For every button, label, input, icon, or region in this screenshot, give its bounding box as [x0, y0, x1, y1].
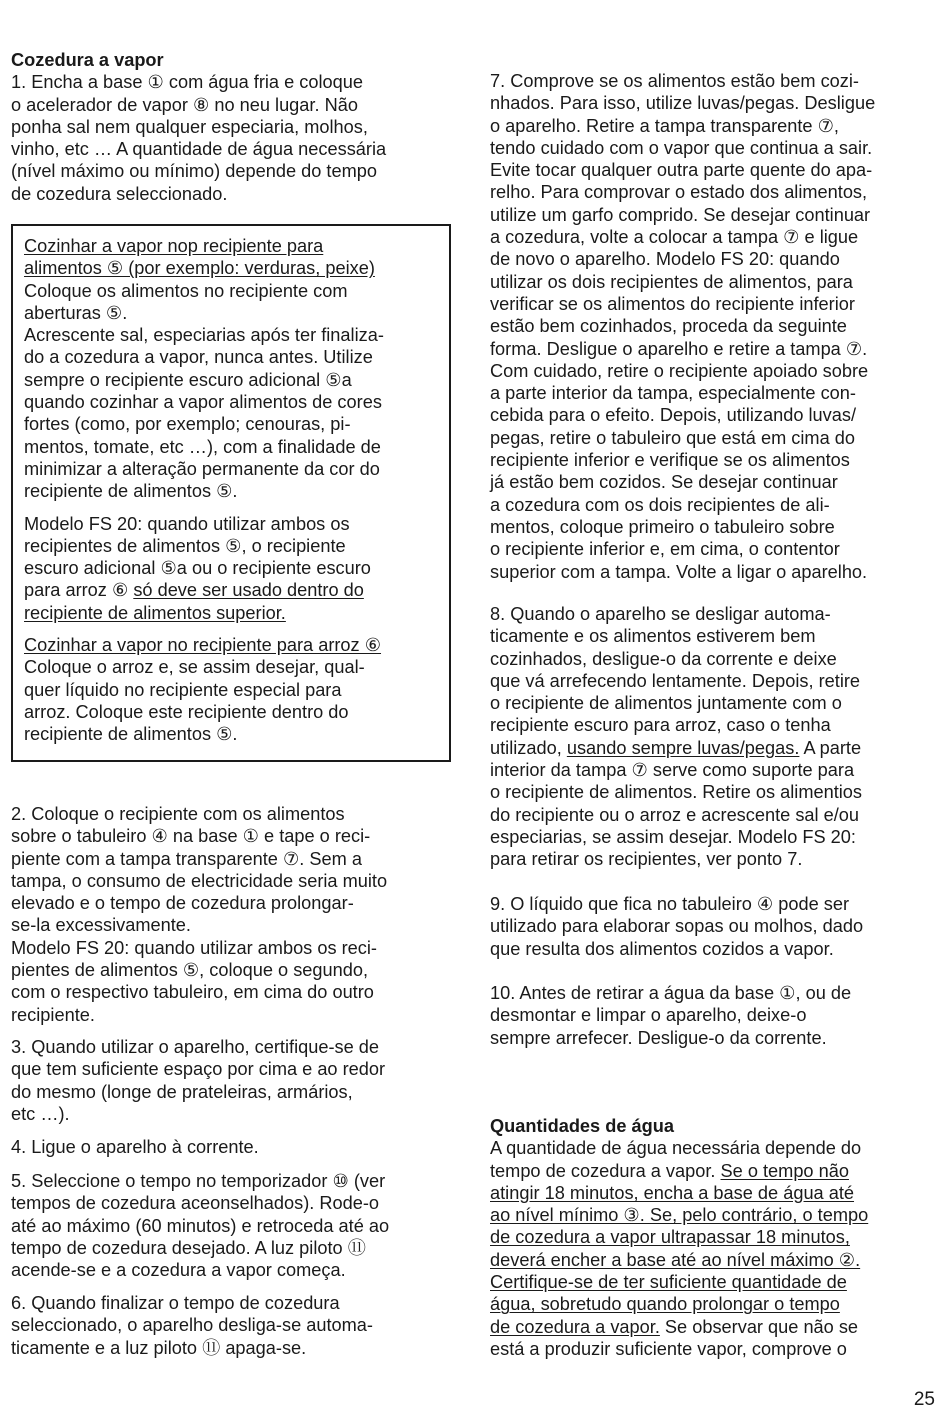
text-line: piente com a tampa transparente ⑦. Sem a — [11, 848, 362, 869]
text-line: 8. Quando o aparelho se desligar automa- — [490, 604, 831, 624]
section-steaming — [11, 49, 456, 205]
text-line: fortes (como, por exemplo; cenouras, pi- — [24, 414, 351, 435]
text-line: que vá arrefecendo lentamente. Depois, retire — [490, 670, 861, 691]
step-2 — [11, 803, 456, 1026]
text-line — [490, 1316, 938, 1338]
text-line: superior com a tampa. Volte a ligar o aparelho. — [490, 561, 868, 582]
text-line: interior da tampa ⑦ serve como suporte para — [490, 760, 855, 781]
text-line: tendo cuidado com o vapor que continua a sair. — [490, 137, 873, 158]
underlined-warning: só deve ser usado dentro do — [133, 580, 364, 601]
text-line: seleccionado, o aparelho desliga-se automa- — [11, 1315, 373, 1336]
text-line: já estão bem cozidos. Se desejar continuar — [490, 472, 838, 493]
underlined-warning: deverá encher a base até ao nível máximo ②. — [490, 1249, 861, 1270]
text-line: Com cuidado, retire o recipiente apoiado sobre — [490, 360, 869, 381]
section-heading: Cozedura a vapor — [11, 50, 164, 70]
text-line: Modelo FS 20: quando utilizar ambos os — [24, 513, 350, 534]
text-line: acende-se e a cozedura a vapor começa. — [11, 1260, 346, 1281]
underlined-warning: de cozedura a vapor. — [490, 1316, 660, 1337]
text-line: forma. Desligue o aparelho e retire a tampa ⑦. — [490, 338, 868, 359]
underlined-warning: usando sempre luvas/pegas. — [566, 737, 800, 758]
text-line: minimizar a alteração permanente da cor do — [24, 458, 380, 479]
text-line: 1. Encha a base ① com água fria e coloque — [11, 72, 363, 93]
text-line: Coloque os alimentos no recipiente com — [24, 280, 348, 301]
text-line: do mesmo (longe de prateleiras, armários, — [11, 1081, 353, 1102]
text-line: utilize um garfo comprido. Se desejar continuar — [490, 204, 871, 225]
text-line: recipiente. — [11, 1004, 95, 1025]
text-line: recipiente escuro para arroz, caso o tenha — [490, 715, 831, 736]
text-line: 10. Antes de retirar a água da base ①, ou de — [490, 983, 852, 1003]
text-line: se-la excessivamente. — [11, 915, 191, 936]
text-line: estão bem cozinhados, proceda da seguinte — [490, 316, 847, 337]
text-fragment: Se observar que não se — [659, 1316, 859, 1337]
text-line: Evite tocar qualquer outra parte quente do apa- — [490, 160, 873, 181]
text-line: etc …). — [11, 1103, 70, 1124]
text-fragment: A parte — [799, 737, 862, 758]
section-heading: Quantidades de água — [490, 1116, 674, 1136]
text-line: utilizado para elaborar sopas ou molhos, dado — [490, 916, 864, 937]
text-line — [490, 1160, 938, 1182]
text-line: pegas, retire o tabuleiro que está em cima do — [490, 427, 855, 448]
text-line: especiarias, se assim desejar. Modelo FS 20: — [490, 826, 856, 847]
text-line: recipiente de alimentos ⑤. — [24, 481, 238, 502]
text-line: tampa, o consumo de electricidade seria muito — [11, 870, 388, 891]
text-line: o recipiente de alimentos juntamente com o — [490, 693, 842, 714]
page-number: 25 — [913, 1389, 935, 1410]
text-line: Modelo FS 20: quando utilizar ambos os reci- — [11, 937, 377, 958]
text-line — [24, 579, 439, 601]
text-line: o recipiente de alimentos. Retire os alimentios — [490, 782, 863, 803]
text-line: utilizar os dois recipientes de alimentos, para — [490, 271, 853, 292]
underlined-warning: água, sobretudo quando prolongar o tempo — [490, 1294, 840, 1315]
text-line: nhados. Para isso, utilize luvas/pegas. Desligue — [490, 93, 876, 114]
text-line: recipientes de alimentos ⑤, o recipiente — [24, 535, 346, 556]
text-line: sempre arrefecer. Desligue-o da corrente. — [490, 1027, 827, 1048]
text-line: mentos, tomate, etc …), com a finalidade de — [24, 436, 381, 457]
text-line: Acrescente sal, especiarias após ter finaliza- — [24, 325, 384, 346]
step-8 — [490, 603, 938, 871]
text-line: quando cozinhar a vapor alimentos de cores — [24, 392, 382, 413]
text-line: 5. Seleccione o tempo no temporizador ⑩ (ver — [11, 1171, 386, 1191]
text-line: a cozedura, volte a colocar a tampa ⑦ e ligue — [490, 227, 859, 248]
text-line: ticamente e a luz piloto ⑪ apaga-se. — [11, 1337, 307, 1358]
underlined-warning: Se o tempo não — [720, 1160, 849, 1181]
step-10 — [490, 982, 938, 1049]
text-line: 7. Comprove se os alimentos estão bem cozi- — [490, 71, 859, 91]
text-line: 2. Coloque o recipiente com os alimentos — [11, 804, 345, 824]
text-line: o acelerador de vapor ⑧ no neu lugar. Não — [11, 94, 358, 115]
text-line: quer líquido no recipiente especial para — [24, 679, 342, 700]
text-line: do a cozedura a vapor, nunca antes. Utilize — [24, 347, 373, 368]
text-line: que tem suficiente espaço por cima e ao redor — [11, 1059, 386, 1080]
box-subheading: Cozinhar a vapor nop recipiente para — [24, 236, 324, 256]
text-line: recipiente de alimentos ⑤. — [24, 724, 238, 745]
underlined-warning: Certifique-se de ter suficiente quantidade de — [490, 1272, 847, 1293]
text-line: elevado e o tempo de cozedura prolongar- — [11, 893, 354, 914]
text-line: cozinhados, desligue-o da corrente e deixe — [490, 648, 837, 669]
text-line: o recipiente inferior e, em cima, o contentor — [490, 539, 840, 560]
text-line: de cozedura seleccionado. — [11, 183, 228, 204]
text-line: 9. O líquido que fica no tabuleiro ④ pode ser — [490, 894, 850, 914]
step-5 — [11, 1170, 456, 1281]
text-line: 4. Ligue o aparelho à corrente. — [11, 1137, 259, 1157]
text-line: ticamente e os alimentos estiverem bem — [490, 626, 816, 647]
text-line — [490, 737, 938, 759]
text-line: cebida para o efeito. Depois, utilizando luvas/ — [490, 405, 856, 426]
text-line: mentos, coloque primeiro o tabuleiro sobre — [490, 516, 835, 537]
underlined-warning: atingir 18 minutos, encha a base de água até — [490, 1182, 855, 1203]
box-subheading: Cozinhar a vapor no recipiente para arroz ⑥ — [24, 635, 382, 656]
text-line: do recipiente ou o arroz e acrescente sal e/ou — [490, 804, 860, 825]
text-line: a parte interior da tampa, especialmente con- — [490, 383, 856, 404]
text-line: ponha sal nem qualquer especiaria, molhos, — [11, 116, 368, 137]
text-line: Coloque o arroz e, se assim desejar, qual- — [24, 657, 365, 678]
underlined-warning: ao nível mínimo ③. Se, pelo contrário, o tempo — [490, 1205, 869, 1226]
text-fragment: tempo de cozedura a vapor. — [490, 1160, 721, 1181]
text-line: pientes de alimentos ⑤, coloque o segundo, — [11, 960, 369, 981]
text-line: de novo o aparelho. Modelo FS 20: quando — [490, 249, 840, 270]
text-line: 6. Quando finalizar o tempo de cozedura — [11, 1293, 340, 1313]
step-4 — [11, 1136, 456, 1158]
text-line: 3. Quando utilizar o aparelho, certifique-se de — [11, 1037, 380, 1057]
text-line: tempos de cozedura aceonselhados). Rode-o — [11, 1193, 380, 1214]
text-line: sobre o tabuleiro ④ na base ① e tape o reci- — [11, 826, 371, 847]
text-line: relho. Para comprovar o estado dos alimentos, — [490, 182, 868, 203]
text-line: a cozedura com os dois recipientes de ali- — [490, 494, 830, 515]
text-line: vinho, etc … A quantidade de água necessária — [11, 139, 387, 160]
text-line: recipiente inferior e verifique se os alimentos — [490, 450, 850, 471]
text-line: desmontar e limpar o aparelho, deixe-o — [490, 1005, 807, 1026]
text-fragment: utilizado, — [490, 737, 567, 758]
text-line: escuro adicional ⑤a ou o recipiente escuro — [24, 558, 371, 579]
text-line: o aparelho. Retire a tampa transparente ⑦, — [490, 115, 839, 136]
text-fragment: para arroz ⑥ — [24, 580, 134, 601]
text-line: tempo de cozedura desejado. A luz piloto ⑪ — [11, 1237, 366, 1258]
text-line: até ao máximo (60 minutos) e retroceda até ao — [11, 1215, 390, 1236]
text-line: aberturas ⑤. — [24, 302, 128, 323]
step-3 — [11, 1036, 456, 1125]
text-line: verificar se os alimentos do recipiente inferior — [490, 293, 855, 314]
text-line: está a produzir suficiente vapor, comprove o — [490, 1338, 847, 1359]
text-line: (nível máximo ou mínimo) depende do tempo — [11, 161, 377, 182]
section-water — [490, 1115, 938, 1360]
underlined-warning: de cozedura a vapor ultrapassar 18 minutos, — [490, 1227, 850, 1248]
text-line: A quantidade de água necessária depende do — [490, 1138, 862, 1159]
step-6 — [11, 1292, 456, 1359]
text-line: sempre o recipiente escuro adicional ⑤a — [24, 369, 352, 390]
info-box — [11, 224, 451, 762]
step-9 — [490, 893, 938, 960]
underlined-warning: recipiente de alimentos superior. — [24, 602, 286, 623]
text-line: que resulta dos alimentos cozidos a vapor. — [490, 938, 834, 959]
text-line: arroz. Coloque este recipiente dentro do — [24, 701, 349, 722]
box-subheading: alimentos ⑤ (por exemplo: verduras, peixe) — [24, 258, 375, 279]
step-7 — [490, 70, 938, 583]
text-line: com o respectivo tabuleiro, em cima do outro — [11, 982, 374, 1003]
text-line: para retirar os recipientes, ver ponto 7. — [490, 849, 803, 870]
